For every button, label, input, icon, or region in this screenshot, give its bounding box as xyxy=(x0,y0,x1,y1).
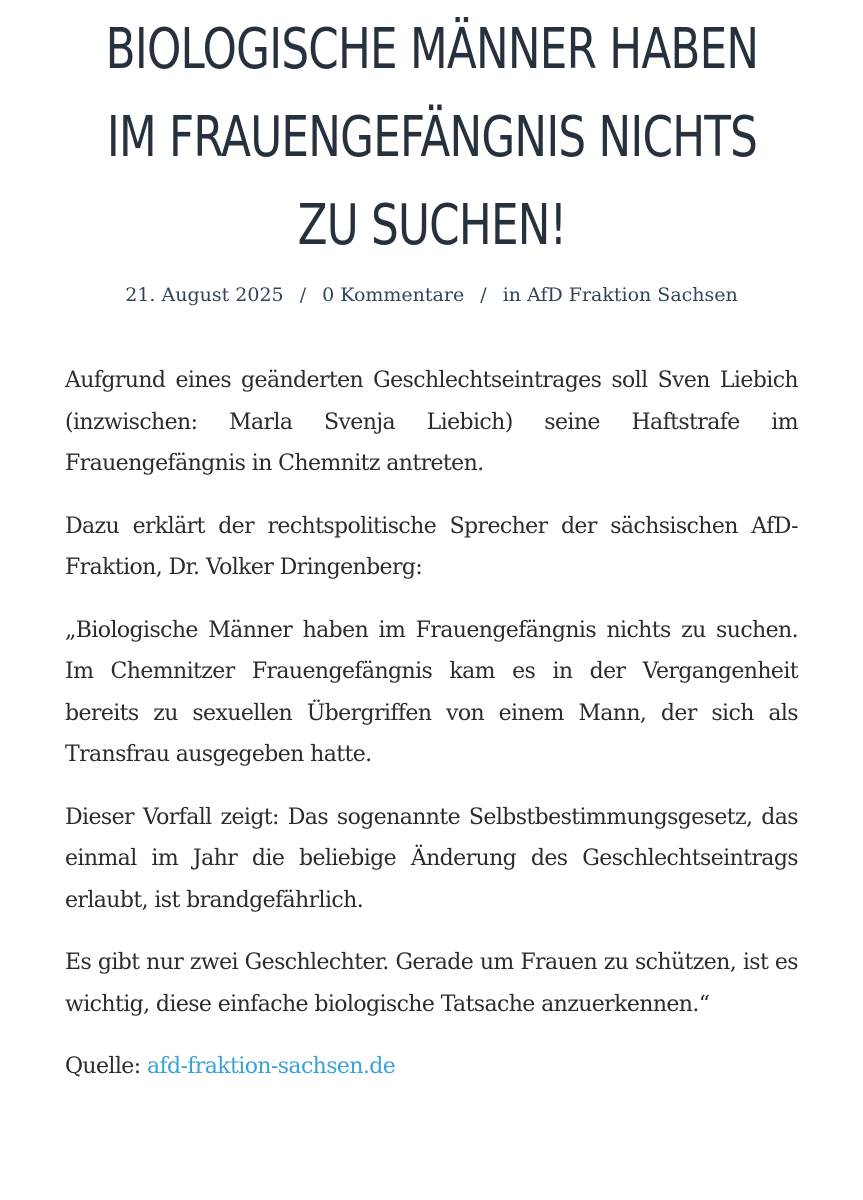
paragraph: Dieser Vorfall zeigt: Das sogenannte Selbstbestimmungsgesetz, das einmal im Jahr die beliebige Änderung des Geschlechtseintrags erlaubt, ist brandgefährlich. xyxy=(65,804,798,913)
paragraph: „Biologische Männer haben im Frauengefängnis nichts zu suchen. Im Chemnitzer Frauengefängnis kam es in der Vergangenheit bereits zu sexuellen Übergriffen von einem Mann, der sich als Transfrau ausgegeben hatte. xyxy=(65,617,798,767)
source-line xyxy=(65,1046,798,1088)
meta-separator: / xyxy=(480,284,487,306)
article-title xyxy=(42,6,822,270)
comments-link[interactable]: 0 Kommentare xyxy=(322,284,465,306)
source-link[interactable]: afd-fraktion-sachsen.de xyxy=(146,1054,396,1079)
source-label: Quelle: xyxy=(65,1054,141,1079)
paragraph: Es gibt nur zwei Geschlechter. Gerade um Frauen zu schützen, ist es wichtig, diese einfache biologische Tatsache anzuerkennen.“ xyxy=(65,950,798,1017)
title-line-2: IM FRAUENGEFÄNGNIS NICHTS xyxy=(106,105,758,170)
meta-separator: / xyxy=(299,284,307,306)
title-line-1: BIOLOGISCHE MÄNNER HABEN xyxy=(105,17,759,82)
article-meta xyxy=(0,284,863,306)
paragraph: Aufgrund eines geänderten Geschlechtseintrages soll Sven Liebich (inzwischen: Marla Svenja Liebich) seine Haftstrafe im Frauengefängnis in Chemnitz antreten. xyxy=(65,368,798,476)
paragraph: Dazu erklärt der rechtspolitische Sprecher der sächsischen AfD-Fraktion, Dr. Volker Dringenberg: xyxy=(65,513,798,580)
article-body xyxy=(65,360,798,1108)
category-link[interactable]: AfD Fraktion Sachsen xyxy=(527,284,738,306)
post-date: 21. August 2025 xyxy=(125,284,284,306)
title-line-3: ZU SUCHEN! xyxy=(297,193,567,258)
category-prefix: in xyxy=(502,284,522,306)
